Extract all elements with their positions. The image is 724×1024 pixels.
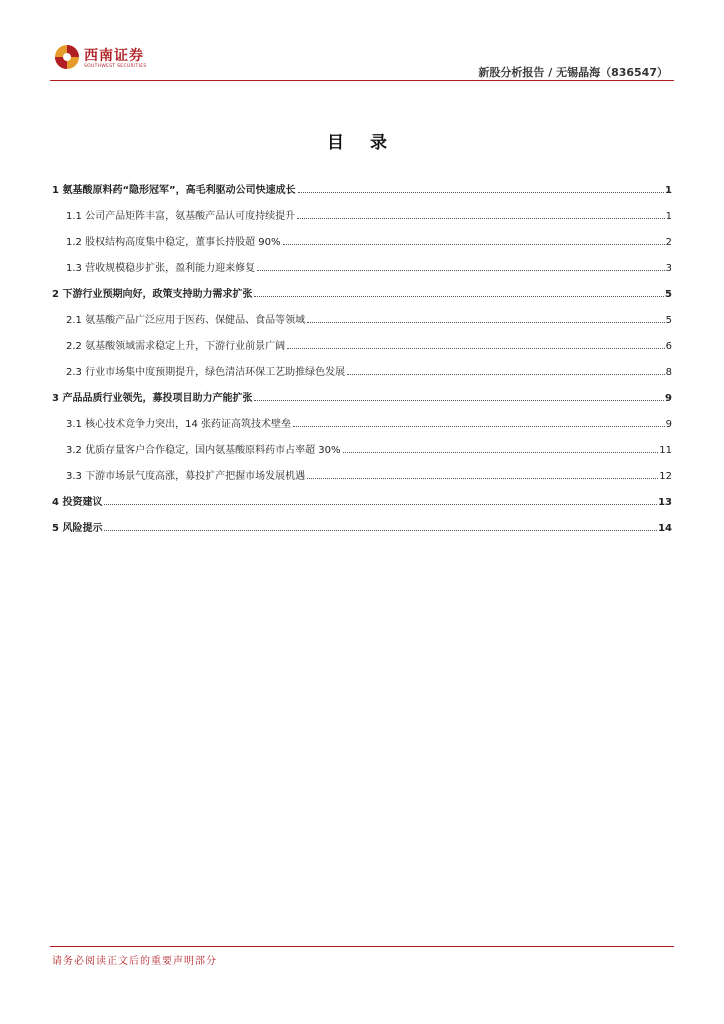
logo-text: 西南证券 [84, 48, 144, 64]
toc-entry-text: 氨基酸原料药“隐形冠军”，高毛利驱动公司快速成长 [62, 185, 296, 196]
toc-entry-text: 氨基酸领域需求稳定上升，下游行业前景广阔 [85, 341, 286, 352]
toc-page-number: 13 [658, 497, 672, 508]
toc-entry-number: 5 [52, 523, 59, 534]
toc-page-number: 3 [665, 263, 672, 274]
toc-entry-label [52, 181, 298, 196]
toc-subsection-link[interactable] [52, 300, 672, 326]
toc-subsection-link[interactable] [52, 196, 672, 222]
toc-page-number: 1 [665, 185, 672, 196]
toc-page-number: 5 [665, 315, 672, 326]
toc-entry-text: 风险提示 [62, 523, 103, 534]
toc-subsection-link[interactable] [52, 248, 672, 274]
toc-section-link[interactable] [52, 170, 672, 196]
toc-entry-text: 下游行业预期向好，政策支持助力需求扩张 [62, 289, 253, 300]
toc-entry-text: 行业市场集中度预期提升，绿色清洁环保工艺助推绿色发展 [85, 367, 346, 378]
table-of-contents [52, 170, 672, 534]
logo-mark-icon [54, 44, 80, 70]
footer-divider [50, 946, 674, 947]
toc-subsection-link[interactable] [52, 222, 672, 248]
toc-section-link[interactable] [52, 482, 672, 508]
logo-subtext: SOUTHWEST SECURITIES [84, 64, 147, 69]
toc-entry-text: 公司产品矩阵丰富，氨基酸产品认可度持续提升 [85, 211, 296, 222]
toc-subsection-link[interactable] [52, 430, 672, 456]
toc-page-number: 8 [665, 367, 672, 378]
toc-section-link[interactable] [52, 274, 672, 300]
toc-leader-dots [254, 399, 664, 401]
toc-title: 目 录 [327, 133, 397, 153]
toc-entry-label [66, 467, 307, 482]
toc-entry-text: 核心技术竞争力突出，14 张药证高筑技术壁垒 [85, 419, 291, 430]
toc-leader-dots [307, 477, 658, 479]
toc-leader-dots [347, 373, 665, 375]
toc-page-number: 1 [665, 211, 672, 222]
toc-page-number: 11 [659, 445, 672, 456]
toc-page-number: 9 [665, 393, 672, 404]
toc-entry-label [52, 389, 254, 404]
toc-subsection-link[interactable] [52, 326, 672, 352]
toc-subsection-link[interactable] [52, 352, 672, 378]
toc-leader-dots [287, 347, 665, 349]
toc-entry-text: 营收规模稳步扩张，盈利能力迎来修复 [85, 263, 256, 274]
toc-leader-dots [298, 191, 664, 193]
toc-page-number: 5 [665, 289, 672, 300]
toc-entry-number: 2.1 [66, 315, 82, 326]
toc-leader-dots [254, 295, 664, 297]
toc-entry-label [66, 415, 293, 430]
toc-entry-number: 2 [52, 289, 59, 300]
toc-entry-label [52, 493, 104, 508]
toc-entry-label [66, 363, 347, 378]
footer-notice: 请务必阅读正文后的重要声明部分 [52, 956, 217, 967]
toc-entry-label [52, 519, 104, 534]
toc-entry-number: 1.3 [66, 263, 82, 274]
toc-entry-label [66, 233, 283, 248]
header-divider [50, 80, 674, 81]
toc-page-number: 6 [665, 341, 672, 352]
toc-entry-text: 氨基酸产品广泛应用于医药、保健品、食品等领域 [85, 315, 306, 326]
toc-leader-dots [104, 529, 657, 531]
toc-entry-text: 产品品质行业领先，募投项目助力产能扩张 [62, 393, 253, 404]
toc-section-link[interactable] [52, 378, 672, 404]
toc-entry-number: 2.3 [66, 367, 82, 378]
toc-page-number: 14 [658, 523, 672, 534]
company-logo [54, 44, 154, 74]
toc-entry-label [66, 337, 287, 352]
toc-entry-number: 2.2 [66, 341, 82, 352]
toc-entry-number: 1.1 [66, 211, 82, 222]
toc-entry-label [66, 207, 297, 222]
toc-entry-label [52, 285, 254, 300]
toc-entry-number: 4 [52, 497, 59, 508]
toc-page-number: 12 [659, 471, 672, 482]
toc-entry-text: 优质存量客户合作稳定，国内氨基酸原料药市占率超 30% [85, 445, 341, 456]
toc-leader-dots [297, 217, 665, 219]
toc-leader-dots [307, 321, 665, 323]
report-title: 新股分析报告 / 无锡晶海（836547） [478, 66, 668, 79]
toc-entry-label [66, 441, 343, 456]
toc-subsection-link[interactable] [52, 404, 672, 430]
toc-leader-dots [104, 503, 657, 505]
toc-entry-number: 1.2 [66, 237, 82, 248]
toc-page-number: 9 [665, 419, 672, 430]
toc-entry-label [66, 311, 307, 326]
toc-page-number: 2 [665, 237, 672, 248]
toc-entry-number: 1 [52, 185, 59, 196]
toc-leader-dots [293, 425, 665, 427]
toc-subsection-link[interactable] [52, 456, 672, 482]
toc-leader-dots [343, 451, 659, 453]
toc-entry-number: 3.1 [66, 419, 82, 430]
toc-leader-dots [283, 243, 665, 245]
toc-entry-number: 3.2 [66, 445, 82, 456]
toc-entry-number: 3 [52, 393, 59, 404]
toc-section-link[interactable] [52, 508, 672, 534]
toc-entry-text: 股权结构高度集中稳定，董事长持股超 90% [85, 237, 281, 248]
toc-leader-dots [257, 269, 665, 271]
toc-entry-number: 3.3 [66, 471, 82, 482]
toc-entry-text: 下游市场景气度高涨，募投扩产把握市场发展机遇 [85, 471, 306, 482]
toc-entry-label [66, 259, 257, 274]
toc-entry-text: 投资建议 [62, 497, 103, 508]
